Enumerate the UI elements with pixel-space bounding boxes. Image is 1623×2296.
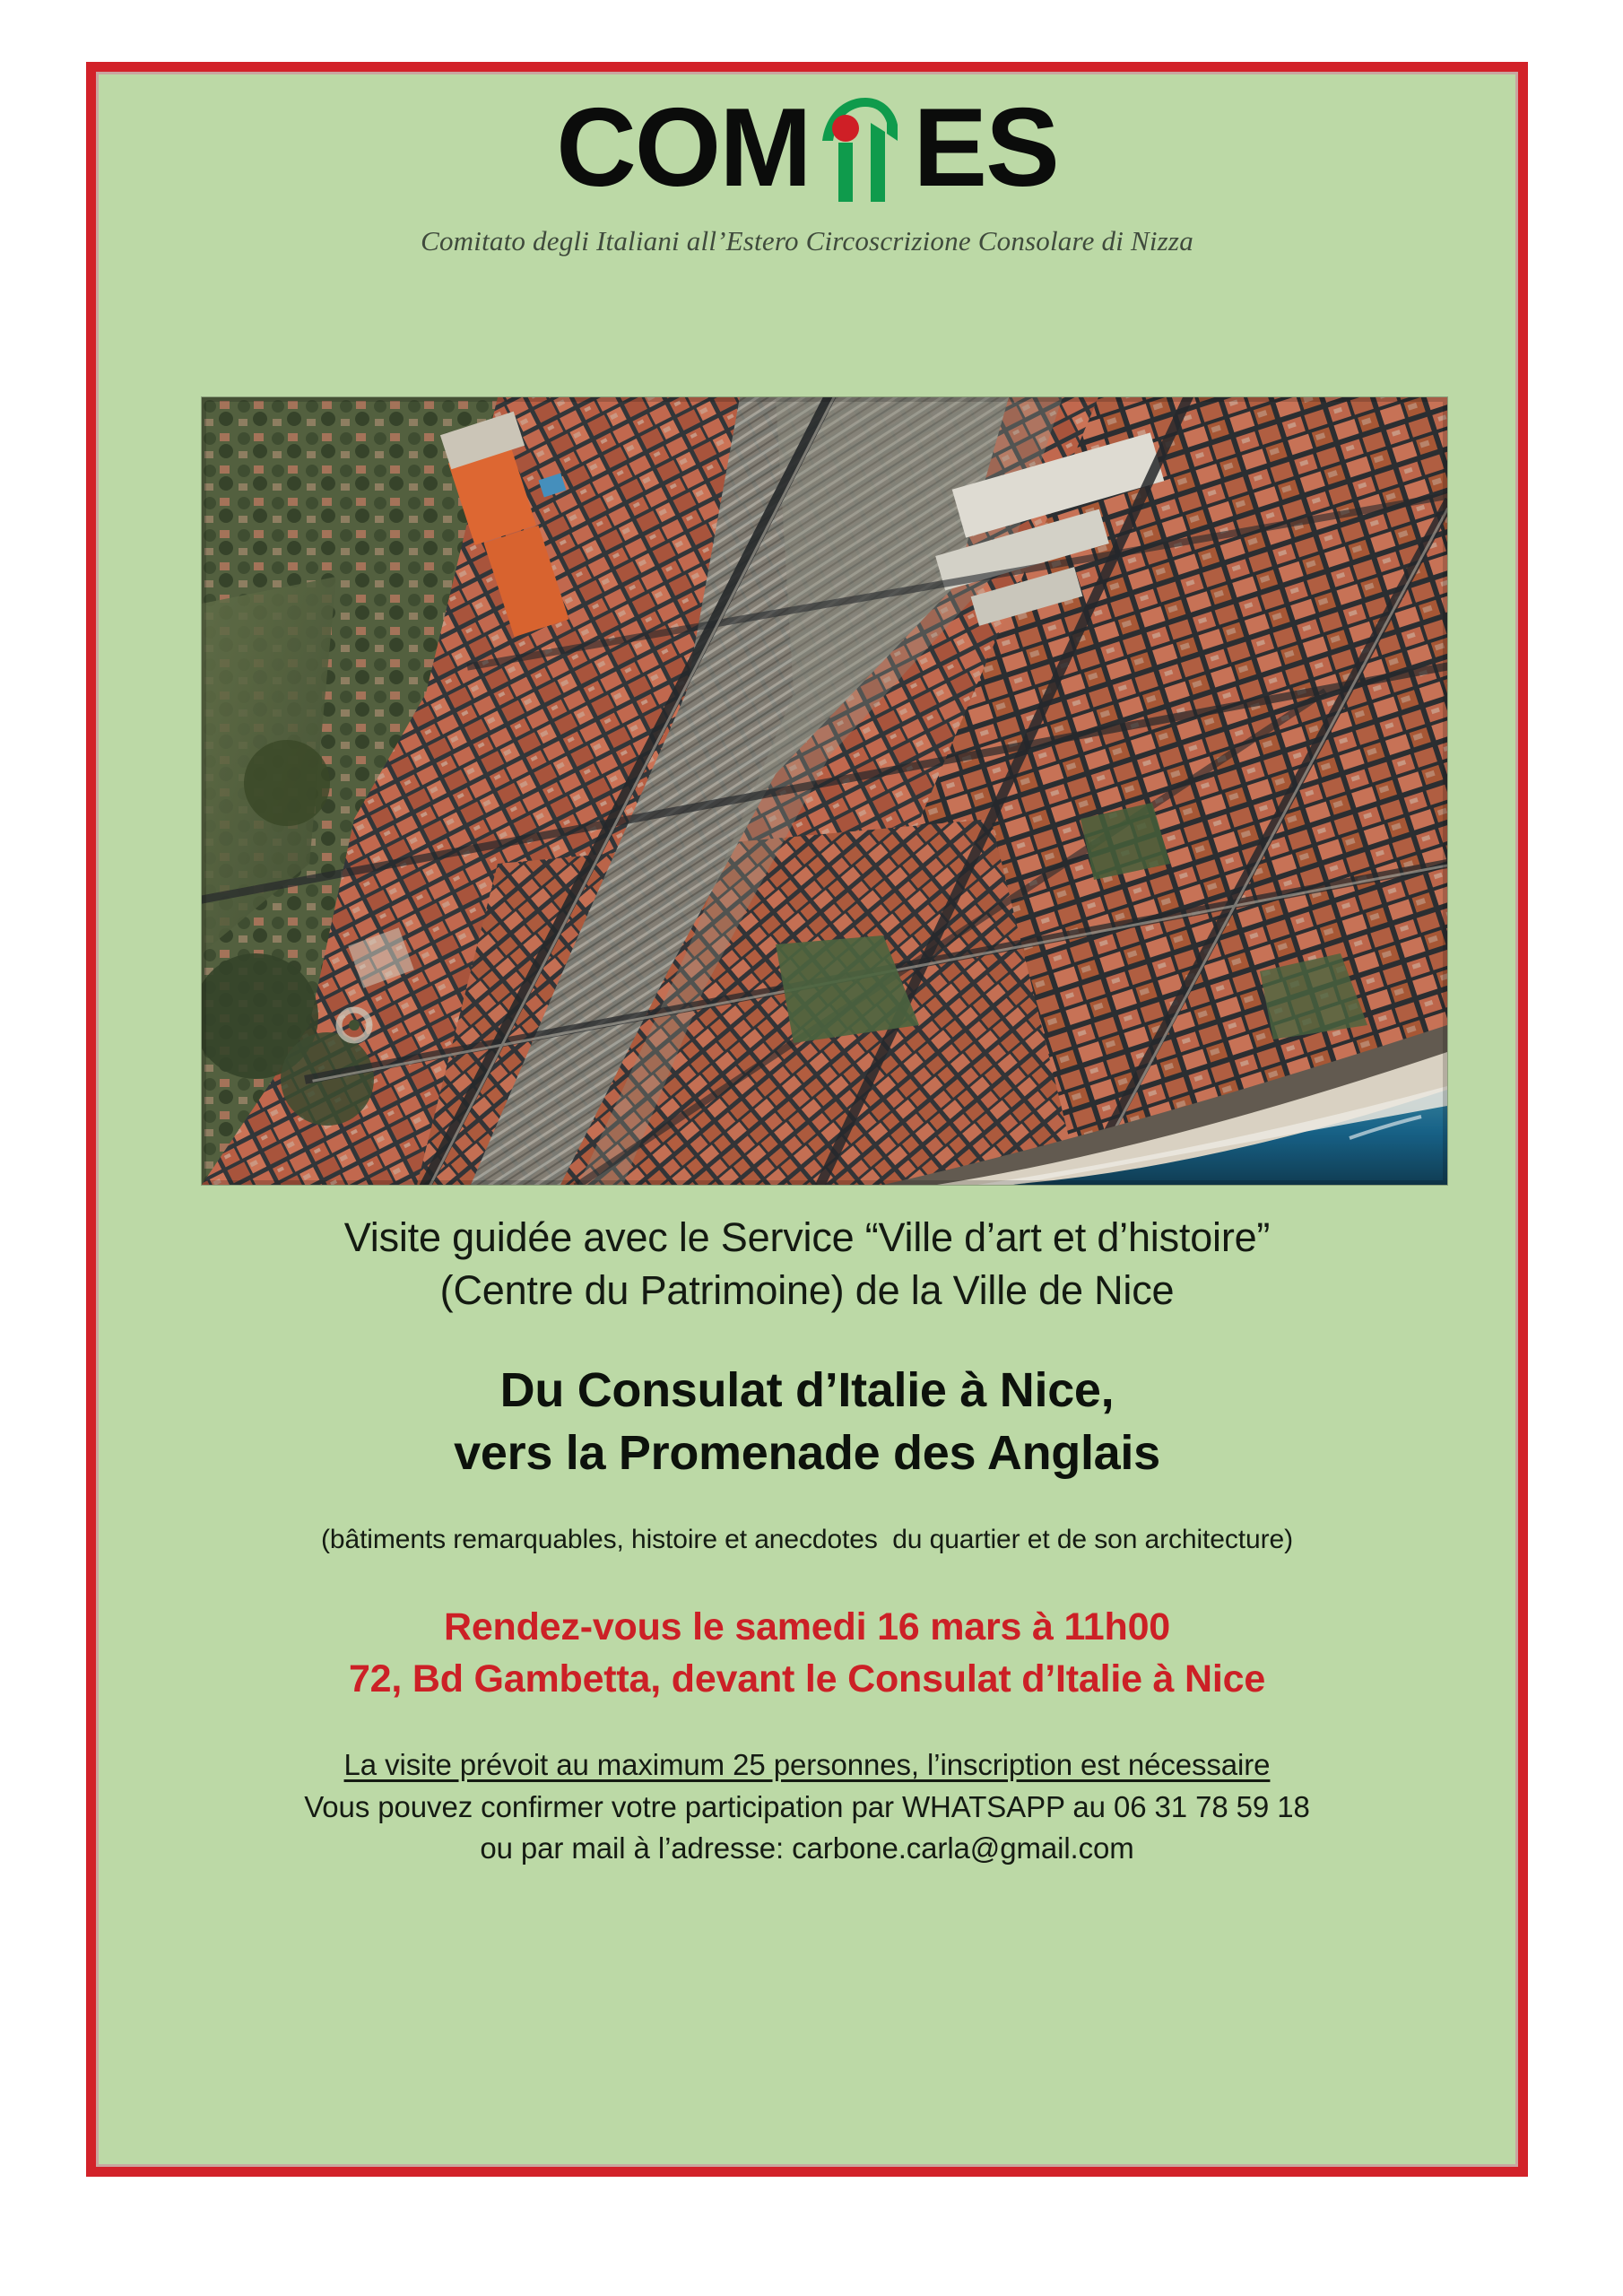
poster-text-stack [135,1212,1480,1870]
contact-details [135,1744,1480,1871]
rendezvous-datetime: Rendez-vous le samedi 16 mars à 11h00 [443,1605,1171,1649]
it-house-arch-icon [815,91,908,205]
registration-notice: La visite prévoit au maximum 25 personnes, l’inscription est nécessaire [343,1747,1271,1781]
poster-body [99,74,1515,2164]
email-line: ou par mail à l’adresse: carbone.carla@gmail.com [480,1831,1134,1866]
rendezvous-details [135,1602,1480,1704]
logo-text-com: COM [556,86,811,210]
poster-red-border [86,62,1528,2177]
intro-line-2: (Centre du Patrimoine) de la Ville de Nice [439,1266,1175,1313]
intro-paragraph [135,1212,1480,1317]
event-headline [135,1359,1480,1484]
comites-logo-block [99,86,1515,257]
logo-text-es: ES [913,86,1058,210]
comites-wordmark [556,86,1058,210]
poster-border-hairline [96,72,1518,2167]
headline-line-1: Du Consulat d’Italie à Nice, [499,1363,1115,1417]
comites-subtitle: Comitato degli Italiani all’Estero Circoscrizione Consolare di Nizza [421,225,1193,257]
headline-subnote: (bâtiments remarquables, histoire et anecdotes du quartier et de son architecture) [321,1525,1293,1555]
intro-line-1: Visite guidée avec le Service “Ville d’art et d’histoire” [343,1214,1271,1260]
rendezvous-address: 72, Bd Gambetta, devant le Consulat d’Italie à Nice [348,1657,1266,1700]
headline-line-2: vers la Promenade des Anglais [454,1426,1160,1481]
aerial-map-image [202,397,1447,1185]
whatsapp-line: Vous pouvez confirmer votre participation par WHATSAPP au 06 31 78 59 18 [304,1789,1310,1823]
